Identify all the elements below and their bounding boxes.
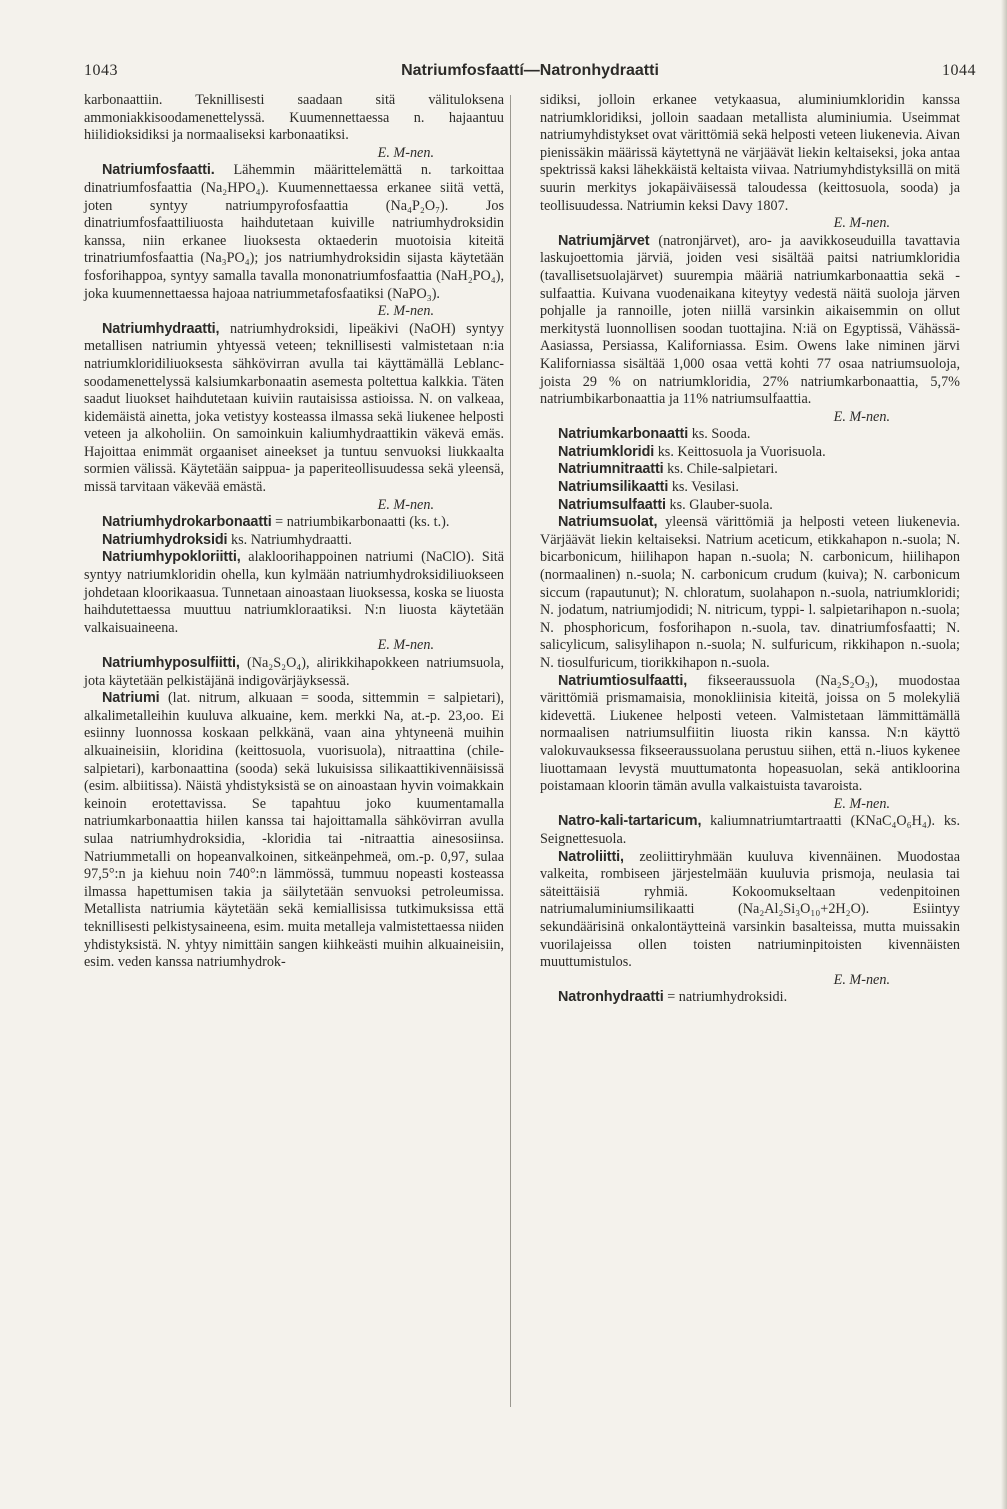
entry-text: ks. Glauber-suola.	[669, 496, 773, 513]
entry-headword: Natriumsilikaatti	[558, 479, 669, 496]
dictionary-entry	[84, 690, 504, 972]
entry-text: ks. Keittosuola ja Vuorisuola.	[657, 443, 826, 460]
dictionary-entry	[540, 444, 960, 462]
page-header	[84, 62, 976, 84]
entry-headword: Natriumhydrokarbonaatti	[102, 514, 272, 531]
entry-headword: Natriumhyposulfiitti,	[102, 655, 240, 671]
entry-text: ks. Chile-salpietari.	[667, 461, 778, 478]
dictionary-entry	[540, 426, 960, 444]
dictionary-entry	[540, 514, 960, 672]
left-column	[84, 92, 504, 972]
entry-text: (natronjärvet), aro- ja aavikkoseuduilla tavattavia laskujoettomia järviä, joiden vesi sisältää paitsi natriumkloridia (tavallisetsuolajärvet) suurempia määriä natriumkarbonaattia sekä -sulfaattia. Kuivana vuodenaikana kiteytyy vedestä näitä suoloja järven pohjalle ja rannoille, joten niillä varsinkin aikaisemmin on ollut merkitystä luonnollisen soodan tuottajina. N:iä on Egyptissä, Vähässä-Aasiassa, Persiassa, Kaliforniassa. Esim. Owens lake niminen järvi Kaliforniassa sisältää 1,000 osaa vettä kohti 77 osaa natriumsuoloja, joista 29 % on natriumkloridia, 27% natriumkarbonaattia, 5,7% natriumbikarbonaattia ja 11% natriumsulfaattia.	[540, 232, 960, 408]
dictionary-entry	[540, 497, 960, 515]
dictionary-entry	[84, 514, 504, 532]
entry-headword: Natriumsulfaatti	[558, 496, 666, 513]
entry-text: kaliumnatriumtartraatti (KNaC₄O₆H₄). ks. Seignettesuola.	[540, 813, 961, 847]
entry-headword: Natriumsuolat,	[558, 514, 658, 531]
entry-headword: Natriumjärvet	[558, 232, 650, 249]
dictionary-entry	[540, 813, 960, 848]
entry-headword: Natriumkarbonaatti	[558, 426, 689, 443]
entry-text: fikseeraussuola (Na₂S₂O₃), muodostaa värittömiä prismamaisia, monokliinisia kiteitä, joissa on 5 molekyliä kidevettä. Liukenee helposti veteen. Valmistetaan lämmittämällä normaalisen natriumsulfiitin liuosta rikin kanssa. N:n käyttö valokuvauksessa fikseeraussuolana perustuu siihen, että n.-liuos kykenee liuottamaan levystä muuttumatonta hopeasuolan, sekä antikloorina poistamaan kloorin tämän avulla valkaistuista tavaroista.	[540, 672, 960, 795]
entry-text: (lat. nitrum, alkuaan = sooda, sittemmin = salpietari), alkalimetalleihin kuuluva alkuaine, kem. merkki Na, at.-p. 23,oo. Ei esiinny luonnossa koskaan pelkkänä, vaan aina yhtyneenä muihin alkuaineisiin, kloridina (keittosuola, vuorisuola), nitraattina (chile-salpietari), karbonaattina (sooda) sekä lukuisissa silikaattikivennäisissä (esim. albiitissa). Näistä yhdistyksistä se on ainoastaan hyvin voimakkain keinoin erotettavissa. Se tapahtuu joko kuumentamalla natriumkarbonaattia hiilen kanssa tai hajoittamalla sähkövirran avulla sulaa natriumhydroksidia, -kloridia tai -nitraattia ainesosiinsa. Natriummetalli on hopeanvalkoinen, sitkeänpehmeä, om.-p. 0,97, sulaa 97,5°:n ja kiehuu noin 740°:n lämmössä, tummuu nopeasti kosteassa ilmassa hapettumisen takia ja säilytetään senvuoksi petroleumissa. Metallista natriumia käytetään sekä kemiallisissa tutkimuksissa että teknillisesti pelkistysaineena, esim. muita metalleja valmistettaessa niiden yhdistyksistä. N. yhtyy nimittäin sangen kiihkeästi muihin alkuaineisiin, esim. veden kanssa natriumhydrok-	[84, 690, 504, 971]
entry-text: ks. Vesilasi.	[671, 479, 739, 496]
dictionary-entry	[540, 849, 960, 990]
entry-headword: Natriumkloridi	[558, 443, 655, 460]
right-column	[540, 92, 960, 1007]
dictionary-entry	[540, 479, 960, 497]
entry-text: ks. Sooda.	[691, 426, 751, 443]
entry-headword: Natriumfosfaatti.	[102, 162, 215, 179]
entry-text: ks. Natriumhydraatti.	[231, 531, 352, 548]
entry-text: Lähemmin määrittelemättä n. tarkoittaa dinatriumfosfaattia (Na₂HPO₄). Kuumennettaessa erkanee siitä vettä, joten syntyy natriumpyrofosfaattia (Na₄P₂O₇). Jos dinatriumfosfaattiliuosta haihdutetaan kuiville natriumhydroksidin kanssa, niin erkanee liuoksesta oktaederin muotoisia kiteitä trinatriumfosfaattia (Na₃PO₄); jos natriumhydroksidin sijasta käytetään fosforihappoa, syntyy samalla tavalla mononatriumfosfaattia (NaH₂PO₄), joka kuumennettaessa hajoaa natriummetafosfaatiksi (NaPO₃).	[84, 162, 505, 302]
dictionary-entry	[540, 461, 960, 479]
entry-signature: E. M-nen.	[377, 303, 434, 320]
dictionary-entry	[84, 549, 504, 655]
dictionary-entry	[84, 92, 504, 162]
entry-text: yleensä värittömiä ja helposti veteen liukenevia. Värjäävät liekin keltaiseksi. Natrium aceticum, etikkahapon n.-suola; N. bicarbonicum, hiilihapon hapan n.-suola; N. carbonicum, hiilihapon (normaalinen) n.-suola; N. carbonicum crudum (kuiva); N. carbonicum siccum (rapautunut); N. chloratum, suolahapon n.-suola, natriumkloridi; N. jodatum, natriumjodidi; N. nitricum, typpi- l. salpietarihapon n.-suola; N. phosphoricum, fosforihapon n.-suola, tav. dinatriumfosfaatti; N. salicylicum, salisylihapon n.-suola; N. sulfuricum, rikkihapon n.-suola; N. tiosulfuricum, tiorikkihapon n.-suola.	[540, 514, 960, 671]
entry-signature: E. M-nen.	[377, 637, 434, 654]
column-divider	[510, 95, 511, 1407]
entry-text: alakloorihappoinen natriumi (NaClO). Sitä syntyy natriumkloridin ohella, kun kylmään natriumhydroksidiliuokseen johdetaan kloorikaasua. Tunnetaan ainoastaan liuoksessa, koska se liuosta haihdutettaessa muuttuu natriumkloraatiksi. N:n liuosta käytetään valkaisuaineena.	[84, 549, 505, 636]
entry-signature: E. M-nen.	[833, 971, 890, 988]
entry-headword: Natriumnitraatti	[558, 461, 664, 478]
entry-text: zeoliittiryhmään kuuluva kivennäinen. Muodostaa valkeita, rombiseen järjestelmään kuuluvia prismoja, neulasia tai säteittäisiä ryhmiä. Kokoomukseltaan vedenpitoinen natriumaluminiumsilikaatti (Na₂Al₂Si₃O₁₀+2H₂O). Esiintyy sekundäärisinä onkalontäytteinä varsinkin basalteissa, mutta muissakin vuorilajeissa ollen toisten natriuminpitoisten kivennäisten muuttumistulos.	[540, 848, 960, 971]
dictionary-entry	[540, 673, 960, 814]
entry-headword: Natriumtiosulfaatti,	[558, 672, 688, 689]
entry-signature: E. M-nen.	[377, 496, 434, 513]
dictionary-entry	[84, 321, 504, 515]
entry-headword: Natro-kali-tartaricum,	[558, 813, 702, 830]
scan-edge-shadow	[1001, 0, 1007, 1509]
dictionary-entry	[540, 989, 960, 1007]
entry-headword: Natriumhydroksidi	[102, 531, 228, 548]
entry-text: sidiksi, jolloin erkanee vetykaasua, aluminiumkloridin kanssa natriumkloridiksi, jolloin saadaan metallista aluminiumia. Useimmat natriumyhdistykset ovat värittömiä sekä helposti veteen liukenevia. Aivan pienissäkin määrissä käytettynä ne värjäävät liekin keltaiseksi, joka antaa spektrissä kaksi lähekkäistä keltaista viivaa. Natriumyhdistyksillä on mitä suurin merkitys jokapäiväisessä taloudessa (keittosuola, sooda) ja teollisuudessa. Natriumin keksi Davy 1807.	[540, 92, 961, 214]
dictionary-entry	[84, 162, 504, 320]
dictionary-entry	[540, 92, 960, 233]
entry-headword: Natroliitti,	[558, 848, 624, 865]
page-number-left: 1043	[84, 62, 118, 79]
entry-signature: E. M-nen.	[833, 408, 890, 425]
dictionary-entry	[84, 655, 504, 690]
entry-headword: Natriumhypokloriitti,	[102, 549, 241, 566]
entry-signature: E. M-nen.	[833, 795, 890, 812]
entry-text: = natriumhydroksidi.	[667, 989, 788, 1006]
running-title: Natriumfosfaattí—Natronhydraatti	[401, 62, 659, 79]
entry-text: natriumhydroksidi, lipeäkivi (NaOH) syntyy metallisen natriumin yhtyessä veteen; teknillisesti valmistetaan n:ia natriumkloridiliuoksesta sähkövirran avulla tai käyttämällä Leblanc-soodamenettelyssä kalsiumkarbonaatin asemesta poltettua kalkkia. Täten saadut liuokset haihdutetaan kuiviin rautaisissa astioissa. N. on valkeaa, kidemäistä ainetta, joka vetistyy kosteassa ilmassa sekä liukenee helposti veteen ja alkoholiin. On samoinkuin kaliumhydraattikin väkevä emäs. Hajoittaa enimmät orgaaniset aineekset ja tuntuu senvuoksi liukkaalta sormien välissä. Käytetään saippua- ja paperiteollisuudessa sekä yleensä, missä tarvitaan väkevää emästä.	[84, 320, 504, 496]
entry-headword: Natronhydraatti	[558, 989, 664, 1006]
page-number-right: 1044	[942, 62, 976, 79]
entry-text: (Na₂S₂O₄), alirikkihapokkeen natriumsuola, jota käytetään pelkistäjänä indigovärjäyksessä.	[84, 655, 504, 689]
dictionary-entry	[84, 532, 504, 550]
entry-headword: Natriumi	[102, 690, 160, 707]
entry-signature: E. M-nen.	[833, 215, 890, 232]
dictionary-entry	[540, 233, 960, 427]
entry-signature: E. M-nen.	[377, 144, 434, 161]
entry-text: = natriumbikarbonaatti (ks. t.).	[275, 514, 450, 531]
entry-headword: Natriumhydraatti,	[102, 320, 220, 337]
entry-text: karbonaattiin. Teknillisesti saadaan sitä välituloksena ammoniakkisoodamenettelyssä. Kuumennettaessa n. hajaantuu hiilidioksidiksi ja normaaliseksi karbonaatiksi.	[84, 92, 504, 144]
